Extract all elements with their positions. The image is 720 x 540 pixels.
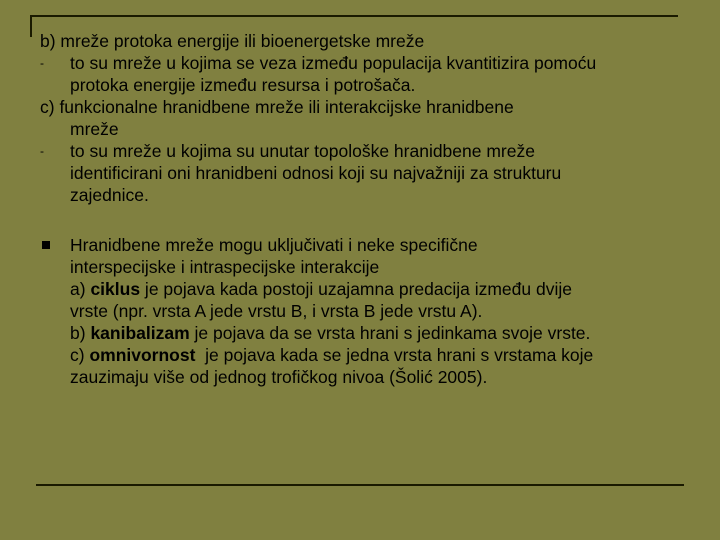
section-c-definition-text: to su mreže u kojima su unutar topološke hranidbene mreže <box>70 141 535 161</box>
section-c-definition-line: identificirani oni hranidbeni odnosi koji su najvažniji za strukturu <box>70 163 562 183</box>
section-c-heading: c) funkcionalne hranidbene mreže ili interakcijske hranidbene <box>40 97 514 117</box>
example-prefix: c) <box>70 345 90 365</box>
example-prefix: b) <box>70 323 91 343</box>
bullet-text: Hranidbene mreže mogu uključivati i neke specifične <box>70 235 478 255</box>
term-kanibalizam: kanibalizam <box>90 323 190 343</box>
section-b-definition-text: to su mreže u kojima se veza između populacija kvantitizira pomoću <box>70 53 597 73</box>
dash-marker: - <box>40 144 44 158</box>
dash-marker: - <box>40 56 44 70</box>
square-bullet-icon <box>42 241 50 249</box>
example-text: je pojava kada se jedna vrsta hrani s vrstama koje <box>195 345 594 365</box>
frame-bottom-rule <box>36 484 684 486</box>
term-omnivornost: omnivornost <box>89 345 196 365</box>
example-text: je pojava kada postoji uzajamna predacija između dvije <box>140 279 572 299</box>
frame-left-rule <box>30 15 32 37</box>
section-c-heading-cont: mreže <box>70 119 119 139</box>
example-text: je pojava da se vrsta hrani s jedinkama svoje vrste. <box>189 323 591 343</box>
example-prefix: a) <box>70 279 91 299</box>
term-ciklus: ciklus <box>90 279 141 299</box>
slide-content <box>40 30 690 388</box>
section-c-definition-line: zajednice. <box>70 185 149 205</box>
section-b-heading: b) mreže protoka energije ili bioenergetske mreže <box>40 31 425 51</box>
example-kanibalizam <box>40 322 690 344</box>
example-ciklus <box>40 278 690 300</box>
section-b-definition-line <box>40 52 690 74</box>
bullet-item <box>40 234 690 256</box>
example-ciklus-cont: vrste (npr. vrsta A jede vrstu B, i vrsta B jede vrstu A). <box>70 301 483 321</box>
bullet-text-cont: interspecijske i intraspecijske interakcije <box>70 257 380 277</box>
section-b-definition-line: protoka energije između resursa i potrošača. <box>70 75 416 95</box>
frame-top-rule <box>30 15 678 17</box>
example-omnivornost-cont: zauzimaju više od jednog trofičkog nivoa (Šolić 2005). <box>70 367 488 387</box>
section-c-definition-line <box>40 140 690 162</box>
example-omnivornost <box>40 344 690 366</box>
